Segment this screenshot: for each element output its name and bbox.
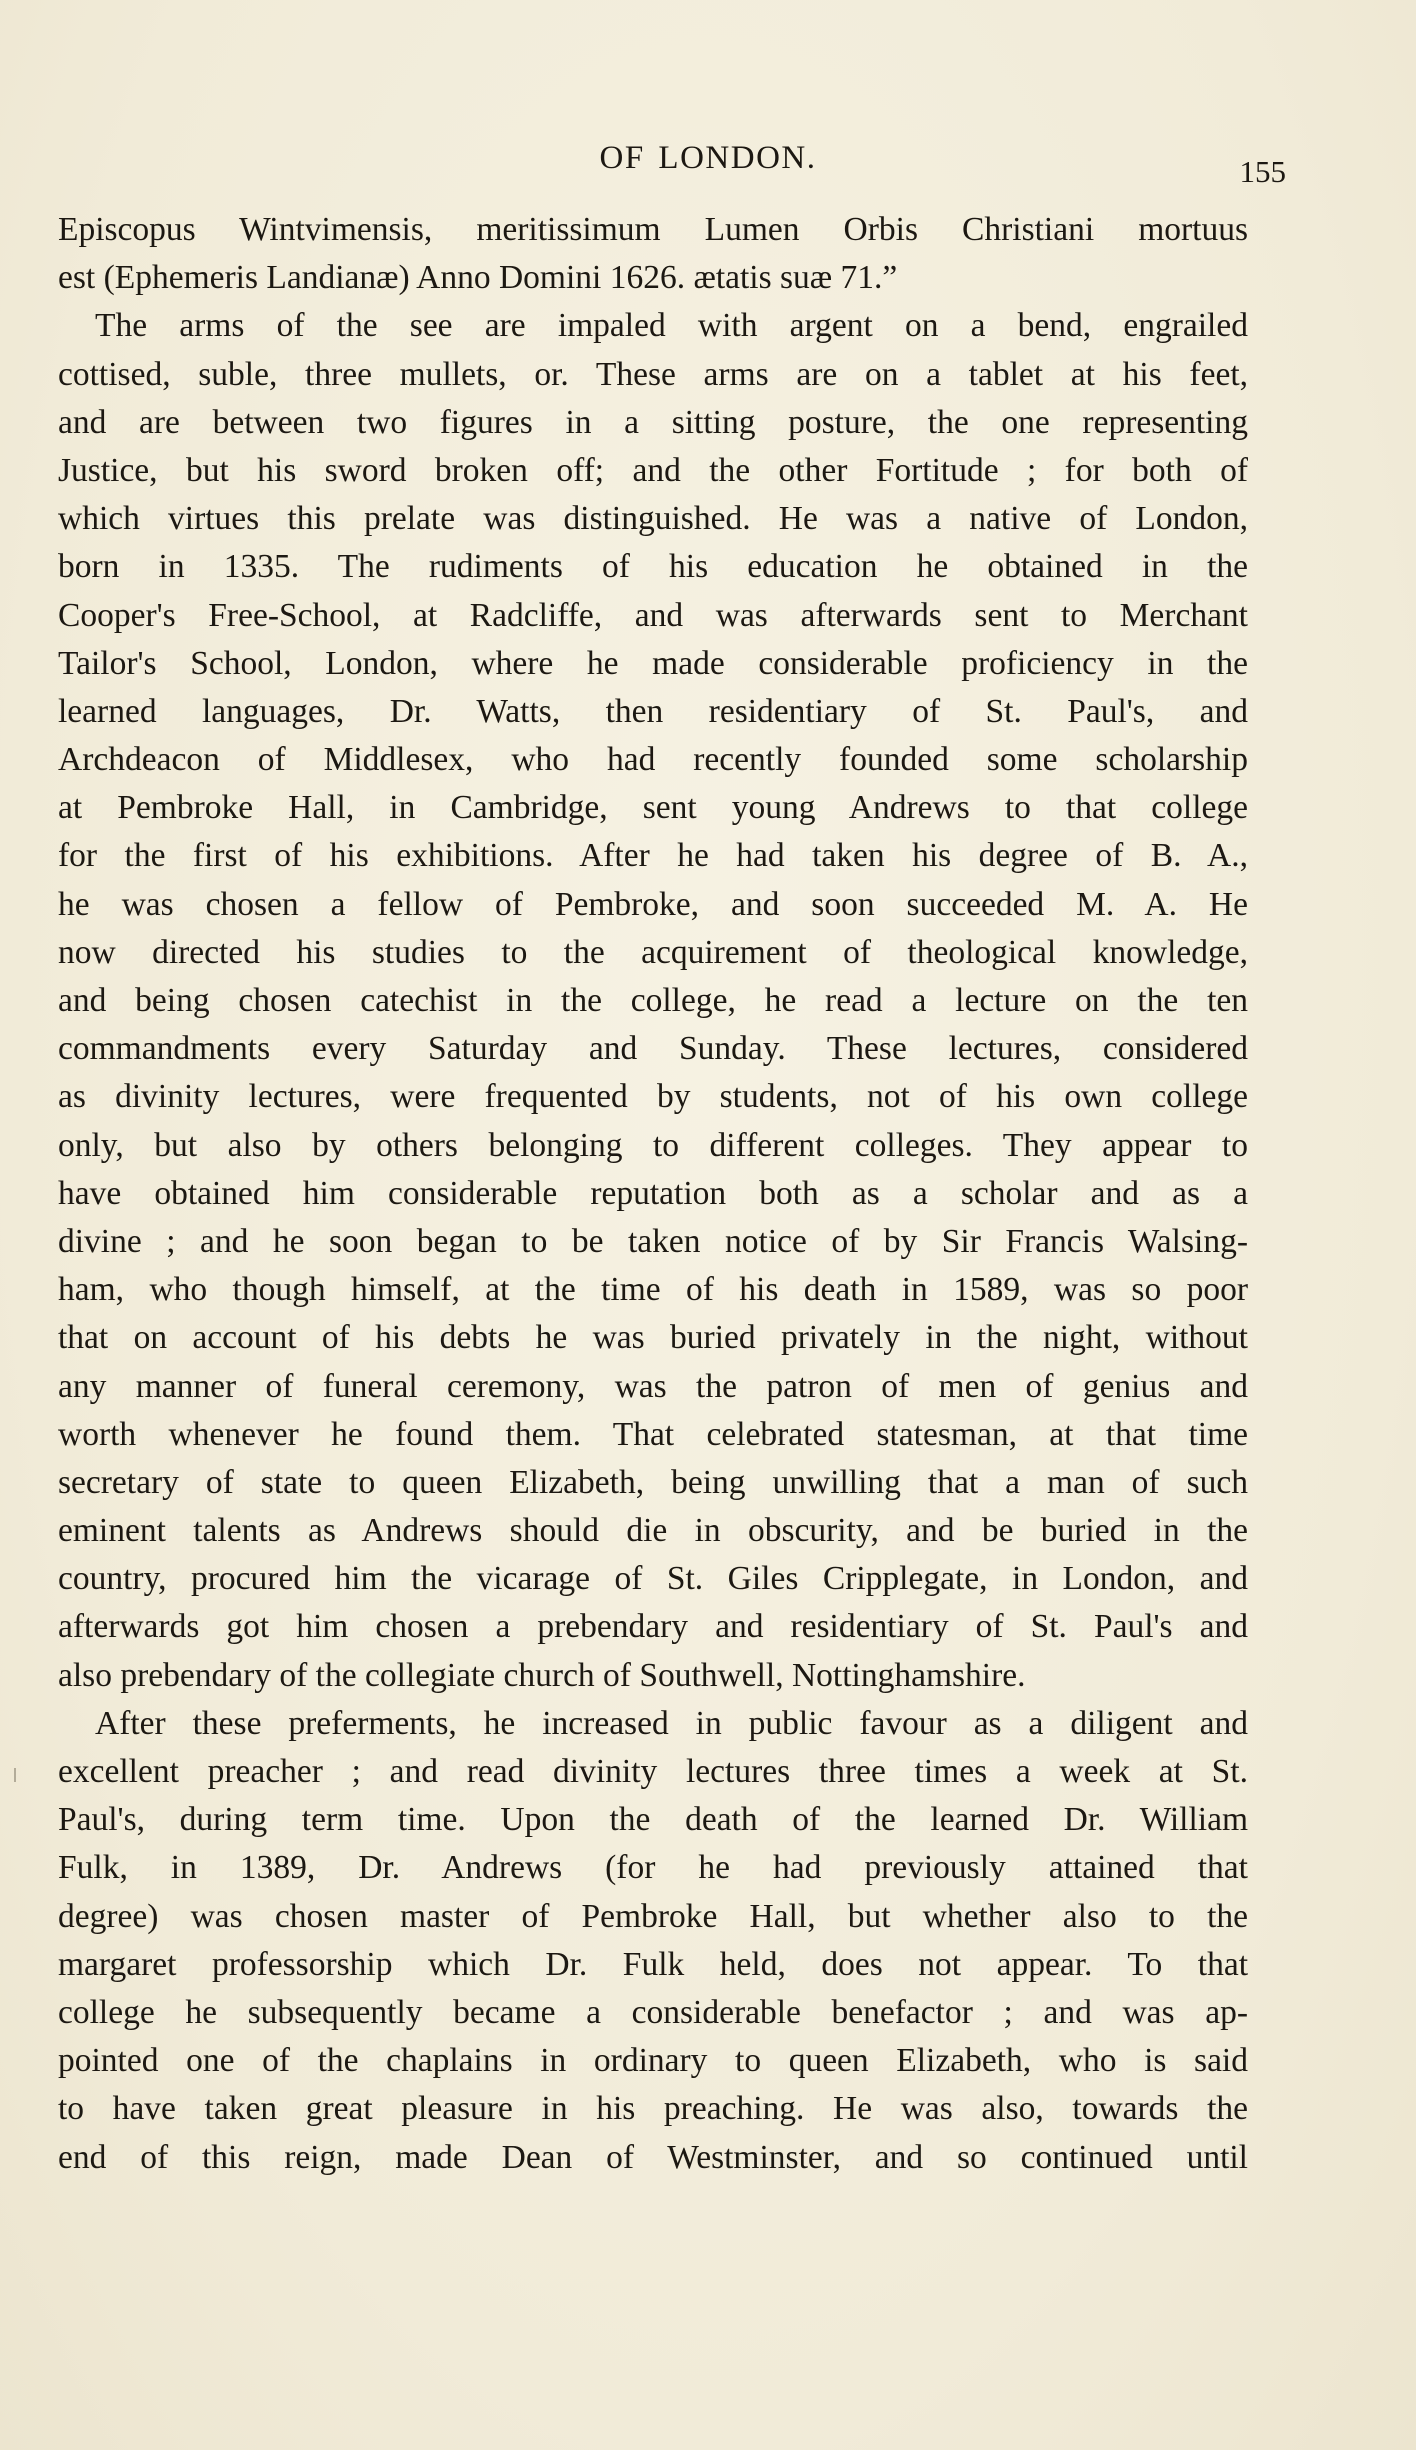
text-line: secretary of state to queen Elizabeth, being unwilling that a man of such: [58, 1463, 1248, 1501]
text-line: college he subsequently became a considerable benefactor ; and was ap-: [58, 1993, 1248, 2031]
text-line: which virtues this prelate was distinguished. He was a native of London,: [58, 500, 1248, 538]
text-line: and being chosen catechist in the college, he read a lecture on the ten: [58, 982, 1248, 1019]
text-line: Episcopus Wintvimensis, meritissimum Lumen Orbis Christiani mortuus: [58, 211, 1248, 248]
page-number: 155: [1239, 154, 1286, 189]
text-line: Tailor's School, London, where he made considerable proficiency in the: [58, 644, 1248, 682]
text-line: also prebendary of the collegiate church of Southwell, Nottinghamshire.: [58, 1656, 1026, 1694]
paragraph-start-line: The arms of the see are impaled with argent on a bend, engrailed: [95, 307, 1248, 345]
text-line: commandments every Saturday and Sunday. These lectures, considered: [58, 1030, 1248, 1068]
text-line: for the first of his exhibitions. After he had taken his degree of B. A.,: [58, 837, 1248, 875]
text-line: Cooper's Free-School, at Radcliffe, and was afterwards sent to Merchant: [58, 596, 1248, 634]
text-line: end of this reign, made Dean of Westminster, and so continued until: [58, 2138, 1248, 2176]
text-line: Justice, but his sword broken off; and the other Fortitude ; for both of: [58, 451, 1248, 489]
text-line: any manner of funeral ceremony, was the patron of men of genius and: [58, 1367, 1248, 1405]
text-line: excellent preacher ; and read divinity lectures three times a week at St.: [58, 1753, 1248, 1790]
text-line: country, procured him the vicarage of St. Giles Cripplegate, in London, and: [58, 1560, 1248, 1598]
text-line: afterwards got him chosen a prebendary and residentiary of St. Paul's and: [58, 1608, 1248, 1646]
text-line: only, but also by others belonging to different colleges. They appear to: [58, 1126, 1248, 1164]
text-line: to have taken great pleasure in his preaching. He was also, towards the: [58, 2090, 1248, 2128]
text-line: est (Ephemeris Landianæ) Anno Domini 1626. ætatis suæ 71.”: [58, 259, 898, 297]
text-line: eminent talents as Andrews should die in obscurity, and be buried in the: [58, 1512, 1248, 1550]
text-line: that on account of his debts he was buried privately in the night, without: [58, 1319, 1248, 1357]
text-line: learned languages, Dr. Watts, then residentiary of St. Paul's, and: [58, 692, 1248, 730]
text-line: cottised, suble, three mullets, or. These arms are on a tablet at his feet,: [58, 355, 1248, 393]
text-line: degree) was chosen master of Pembroke Hall, but whether also to the: [58, 1897, 1248, 1935]
text-line: Archdeacon of Middlesex, who had recently founded some scholarship: [58, 741, 1248, 779]
text-line: as divinity lectures, were frequented by students, not of his own college: [58, 1078, 1248, 1116]
running-title: OF LONDON.: [599, 140, 817, 176]
text-line: have obtained him considerable reputation both as a scholar and as a: [58, 1174, 1248, 1212]
text-line: now directed his studies to the acquirement of theological knowledge,: [58, 933, 1248, 971]
text-line: and are between two figures in a sitting posture, the one representing: [58, 403, 1248, 441]
text-line: at Pembroke Hall, in Cambridge, sent young Andrews to that college: [58, 789, 1248, 827]
text-line: Paul's, during term time. Upon the death of the learned Dr. William: [58, 1801, 1248, 1839]
paragraph-start-line: After these preferments, he increased in public favour as a diligent and: [95, 1704, 1248, 1742]
margin-speck: [14, 1768, 16, 1782]
text-line: ham, who though himself, at the time of his death in 1589, was so poor: [58, 1271, 1248, 1309]
text-line: Fulk, in 1389, Dr. Andrews (for he had previously attained that: [58, 1849, 1248, 1887]
text-line: margaret professorship which Dr. Fulk held, does not appear. To that: [58, 1945, 1248, 1983]
text-line: pointed one of the chaplains in ordinary to queen Elizabeth, who is said: [58, 2042, 1248, 2080]
text-line: born in 1335. The rudiments of his education he obtained in the: [58, 548, 1248, 586]
text-line: worth whenever he found them. That celebrated statesman, at that time: [58, 1415, 1248, 1453]
body-text: [58, 206, 1248, 2182]
text-line: divine ; and he soon began to be taken notice of by Sir Francis Walsing-: [58, 1222, 1248, 1260]
running-head: [0, 140, 1416, 190]
text-line: he was chosen a fellow of Pembroke, and soon succeeded M. A. He: [58, 885, 1248, 923]
